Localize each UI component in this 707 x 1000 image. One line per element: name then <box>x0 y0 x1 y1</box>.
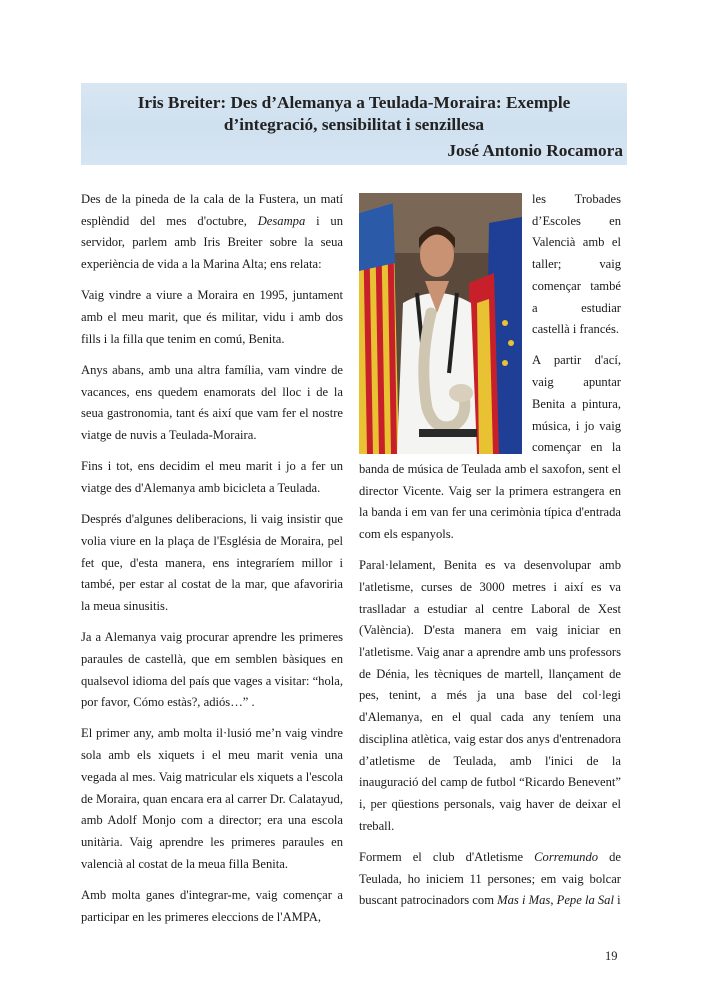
paragraph: les Trobades d’Escoles en Valencià amb el taller; vaig començar també a estudiar castellà i francés. <box>532 192 621 337</box>
paragraph: Des de la pineda de la cala de la Fustera, un matí esplèndid del mes d'octubre, Desampa i un servidor, parlem amb Iris Breiter sobre la seua experiència de vida a la Marina Alta; ens relata: <box>81 192 343 272</box>
article-header <box>81 83 627 165</box>
paragraph: Amb molta ganes d'integrar-me, vaig començar a participar en les primeres eleccions de l'AMPA, <box>81 887 343 924</box>
paragraph: Anys abans, amb una altra família, vam vindre de vacances, ens quedem enamorats del lloc i de la seua gastronomia, tant és així que vam fer el nostre viatge de nuvis a Teulada-Moraira. <box>81 362 343 443</box>
article-title-line-2: d’integració, sensibilitat i senzillesa <box>223 115 485 134</box>
photo-woman-with-saxophone <box>359 193 522 454</box>
page-number: 19 <box>605 949 618 963</box>
paragraph: Fins i tot, ens decidim el meu marit i jo a fer un viatge des d'Alemanya amb bicicleta a Teulada. <box>81 459 343 495</box>
photo-illustration <box>359 193 522 454</box>
left-column <box>81 189 343 938</box>
right-column <box>359 189 621 922</box>
article-author: José Antonio Rocamora <box>447 141 623 160</box>
paragraph: Paral·lelament, Benita es va desenvolupar amb l'atletisme, curses de 3000 metres i així es va traslladar a estudiar al centre Laboral de Xest (València). D'esta manera em vaig iniciar en l'atletisme. Vaig anar a aprendre amb uns professors de Dénia, les tècniques de martell, llançament de pes, tenint, a més ja una base del col·legi d'Alemanya, en el qual cada any teníem una disciplina atlètica, vaig estar dos anys d'entrenadora d’atletisme de Teulada, amb l'inici de la inauguració del camp de futbol “Ricardo Benevent” i, per qüestions personals, vaig haver de deixar el treball. <box>359 558 621 833</box>
article-title-line-1: Iris Breiter: Des d’Alemanya a Teulada-Moraira: Exemple <box>137 93 571 112</box>
paragraph: Després d'algunes deliberacions, li vaig insistir que volia viure en la plaça de l'Església de Moraira, pel fet que, d'esta manera, ens integraríem millor i també, per estar al costat de la mar, que afavoriria la meua sinusitis. <box>81 512 343 613</box>
paragraph: Vaig vindre a viure a Moraira en 1995, juntament amb el meu marit, que és militar, vidu i amb dos fills i la filla que tenim en comú, Benita. <box>81 288 343 346</box>
paragraph: Ja a Alemanya vaig procurar aprendre les primeres paraules de castellà, que em semblen bàsiques en qualsevol idioma del país que vages a visitar: “hola, por favor, Cómo estàs?, adiós…” . <box>81 630 343 710</box>
paragraph: A partir d'ací, vaig apuntar Benita a pintura, música, i jo vaig començar en la banda de música de Teulada amb el saxofon, sent el director Vicente. Vaig ser la primera estrangera en la banda i em van fer una cerimònia típica d'entrada com els espanyols. <box>359 353 621 542</box>
paragraph: Formem el club d'Atletisme Corremundo de Teulada, ho iniciem 11 persones; em vaig bolcar buscant patrocinadors com Mas i Mas, Pepe la Sal i <box>359 849 621 908</box>
paragraph: El primer any, amb molta il·lusió me’n vaig vindre sola amb els xiquets i el meu marit venia una vegada al mes. Vaig matricular els xiquets a l'escola de Moraira, quan encara era al carrer Dr. Calatayud, amb Adolf Monjo com a director; era una escola unitària. Vaig aprendre les primeres paraules en valencià al costat de la meua filla Benita. <box>81 726 343 871</box>
article-title <box>81 92 627 136</box>
